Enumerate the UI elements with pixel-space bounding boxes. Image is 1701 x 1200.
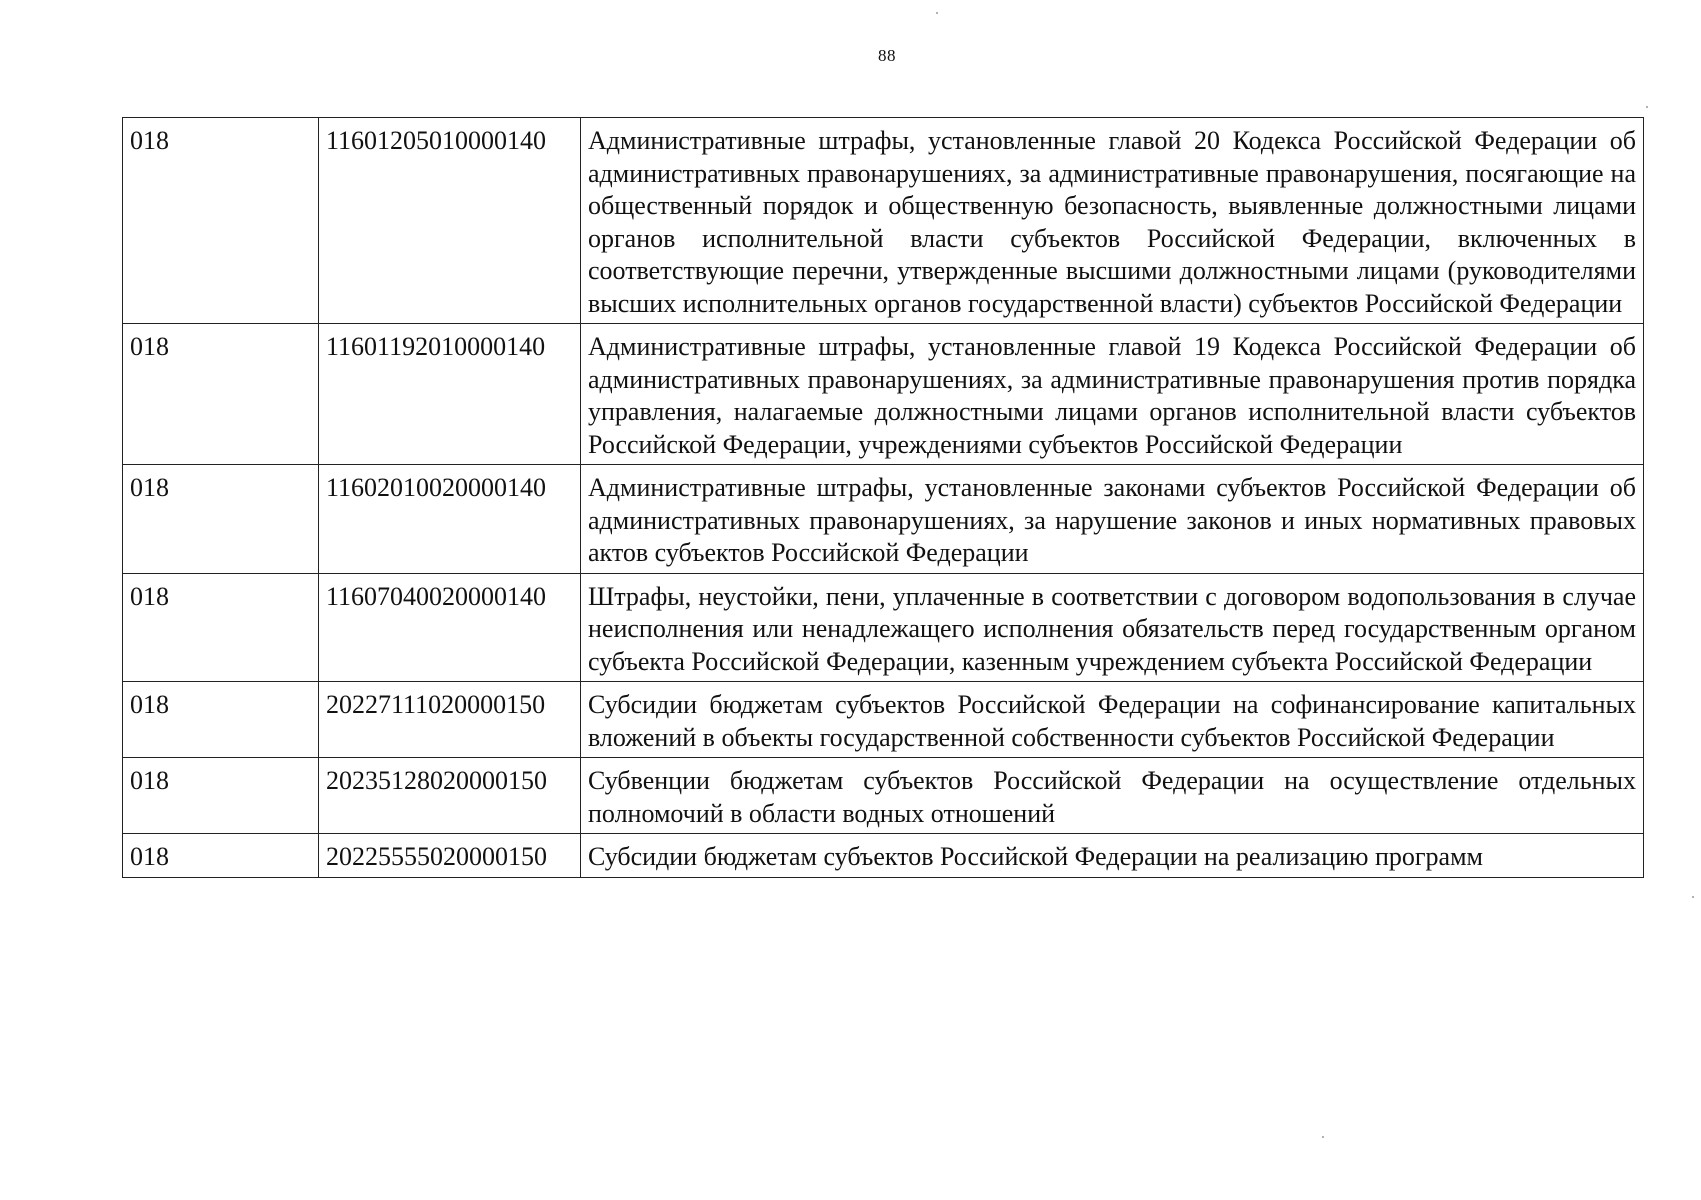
scan-speck: [1646, 106, 1648, 108]
revenue-code-cell: 20225555020000150: [319, 834, 581, 878]
page-number: 88: [878, 46, 896, 65]
admin-code-cell: 018: [123, 758, 319, 834]
description-cell: Административные штрафы, установленные главой 20 Кодекса Российской Федерации об административных правонарушениях, за административные правонарушения, посягающие на общественный порядок и общественную безопасность, выявленные должностными лицами органов исполнительной власти субъектов Российской Федерации, включенных в соответствующие перечни, утвержденные высшими должностными лицами (руководителями высших исполнительных органов государственной власти) субъектов Российской Федерации: [581, 118, 1644, 324]
description-cell: Субсидии бюджетам субъектов Российской Федерации на софинансирование капитальных вложений в объекты государственной собственности субъектов Российской Федерации: [581, 682, 1644, 758]
admin-code-cell: 018: [123, 682, 319, 758]
table-row: [123, 465, 1644, 574]
admin-code-cell: 018: [123, 573, 319, 682]
revenue-code-cell: 20235128020000150: [319, 758, 581, 834]
table-row: [123, 118, 1644, 324]
description-cell: Административные штрафы, установленные главой 19 Кодекса Российской Федерации об административных правонарушениях, за административные правонарушения против порядка управления, налагаемые должностными лицами органов исполнительной власти субъектов Российской Федерации, учреждениями субъектов Российской Федерации: [581, 324, 1644, 465]
table-row: [123, 573, 1644, 682]
description-cell: Штрафы, неустойки, пени, уплаченные в соответствии с договором водопользования в случае неисполнения или ненадлежащего исполнения обязательств перед государственным органом субъекта Российской Федерации, казенным учреждением субъекта Российской Федерации: [581, 573, 1644, 682]
admin-code-cell: 018: [123, 118, 319, 324]
revenue-code-cell: 20227111020000150: [319, 682, 581, 758]
table-row: [123, 324, 1644, 465]
revenue-codes-table: [122, 117, 1644, 878]
table-row: [123, 834, 1644, 878]
table-row: [123, 758, 1644, 834]
description-cell: Административные штрафы, установленные законами субъектов Российской Федерации об административных правонарушениях, за нарушение законов и иных нормативных правовых актов субъектов Российской Федерации: [581, 465, 1644, 574]
admin-code-cell: 018: [123, 324, 319, 465]
revenue-code-cell: 11602010020000140: [319, 465, 581, 574]
scan-speck: [1692, 896, 1694, 898]
table-row: [123, 682, 1644, 758]
scan-speck: [936, 12, 938, 14]
revenue-code-cell: 11601192010000140: [319, 324, 581, 465]
revenue-code-cell: 11607040020000140: [319, 573, 581, 682]
description-cell: Субвенции бюджетам субъектов Российской Федерации на осуществление отдельных полномочий в области водных отношений: [581, 758, 1644, 834]
description-cell: Субсидии бюджетам субъектов Российской Федерации на реализацию программ: [581, 834, 1644, 878]
revenue-code-cell: 11601205010000140: [319, 118, 581, 324]
admin-code-cell: 018: [123, 465, 319, 574]
scan-speck: [1322, 1136, 1324, 1138]
admin-code-cell: 018: [123, 834, 319, 878]
